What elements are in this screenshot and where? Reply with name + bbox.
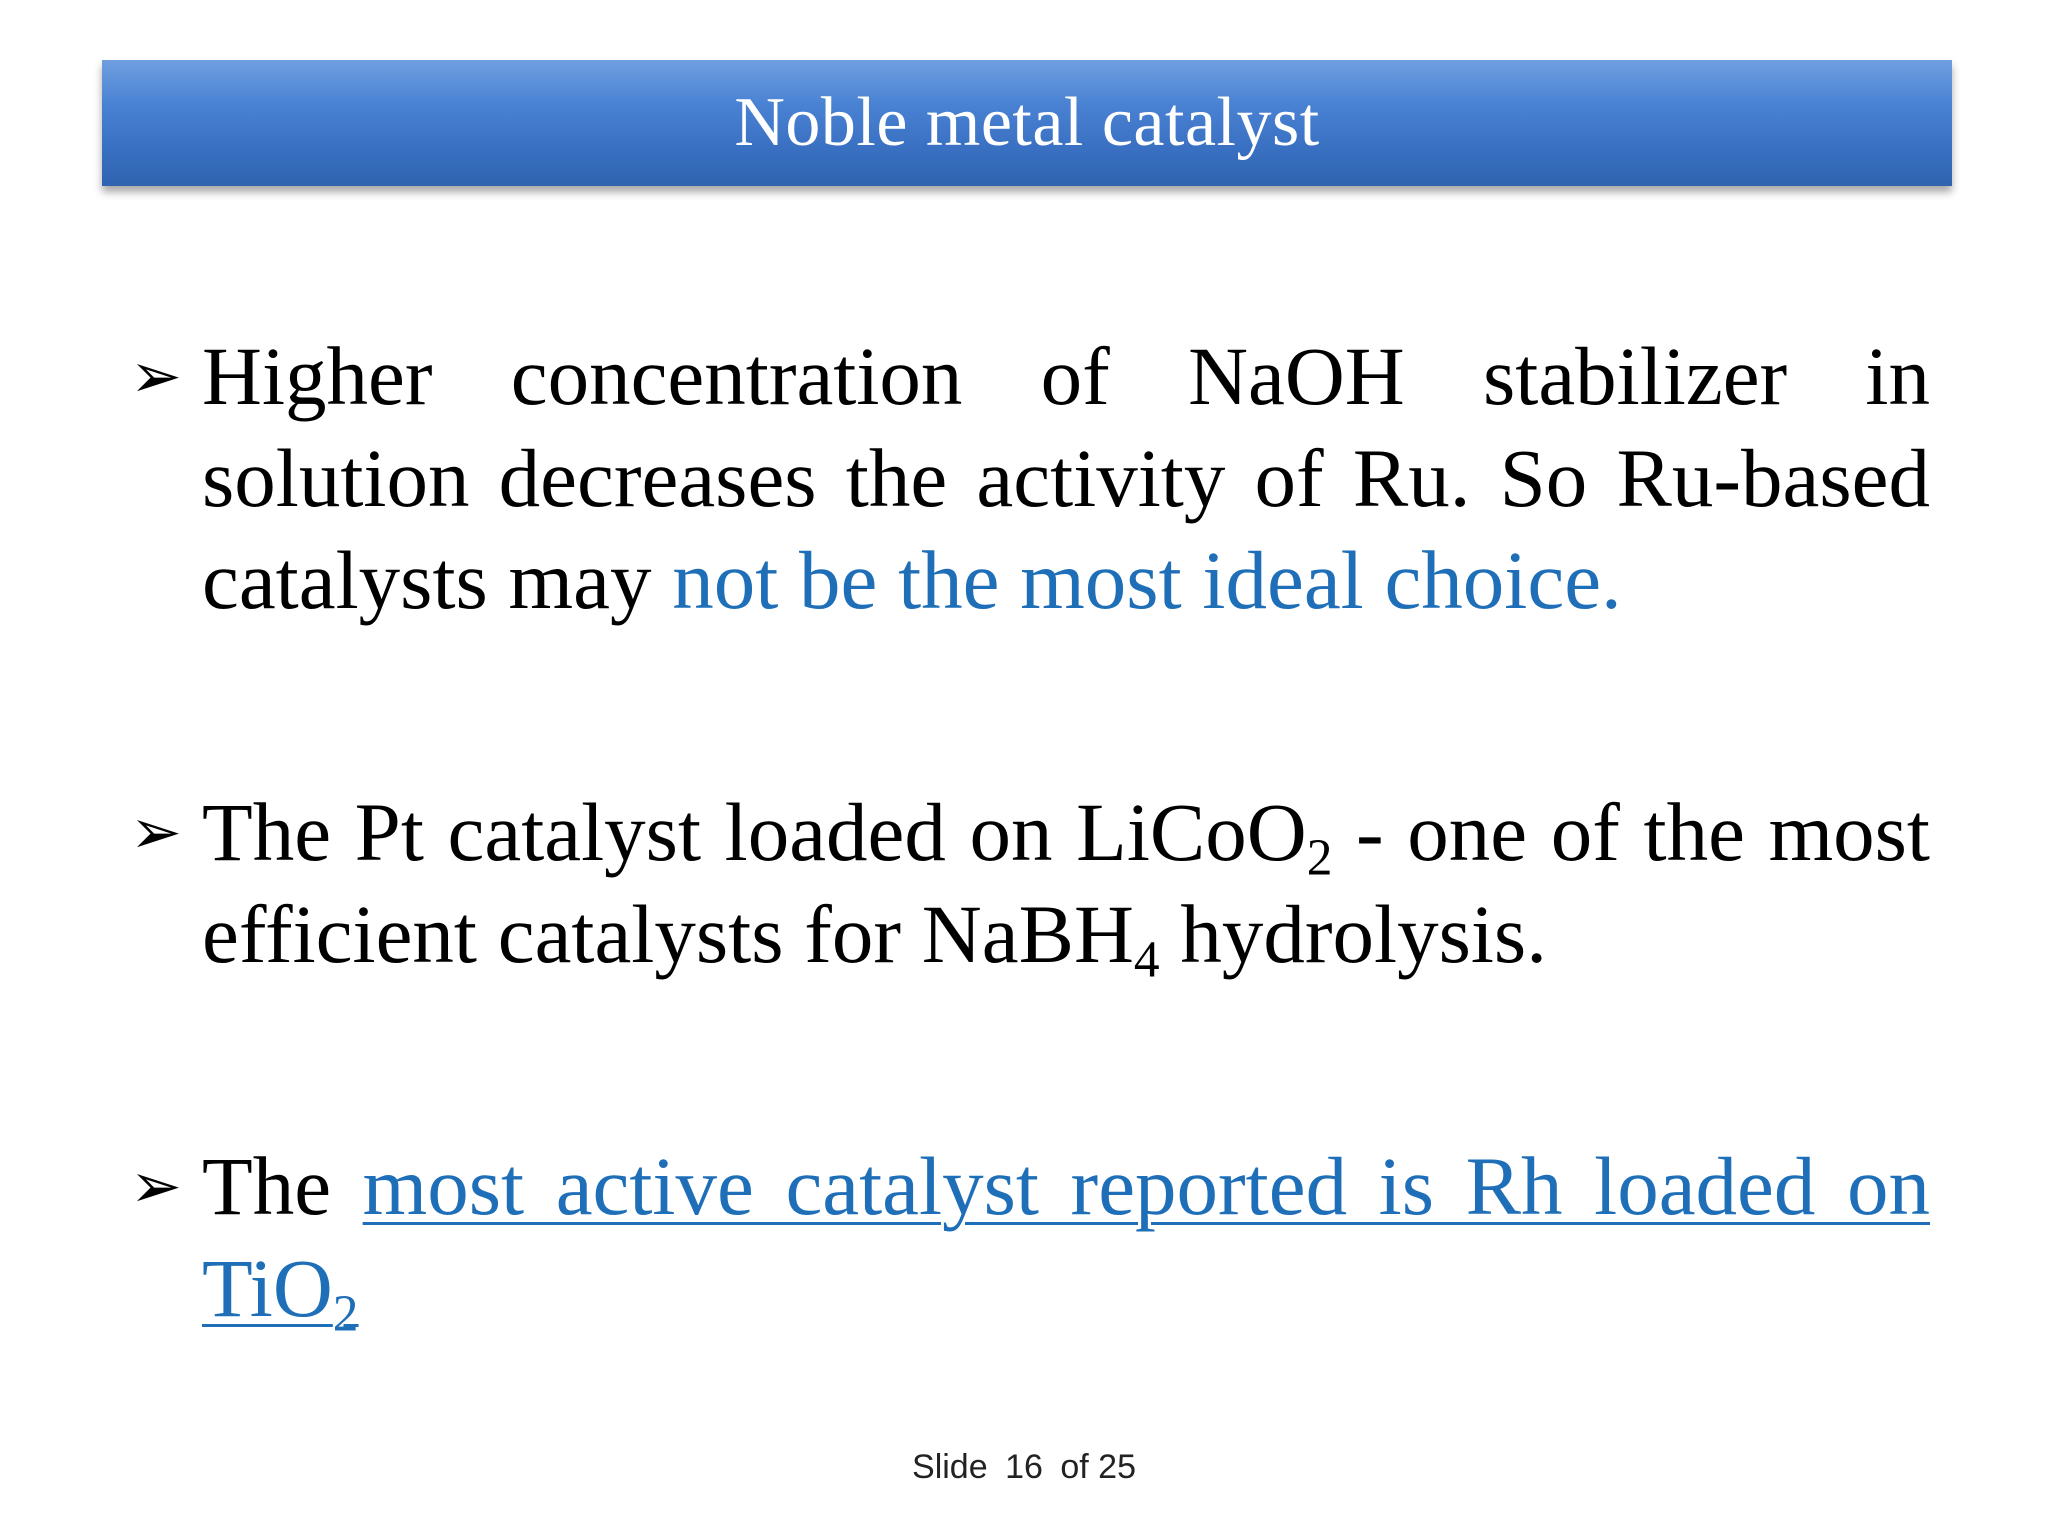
- link-text[interactable]: most active catalyst reported is Rh loaded on TiO: [202, 1140, 1930, 1334]
- slide-title: Noble metal catalyst: [734, 84, 1320, 161]
- bullet-item-pt: [130, 781, 1930, 989]
- slide-number: 16: [1005, 1448, 1043, 1486]
- arrow-bullet-icon: ➢: [130, 339, 182, 412]
- bullet-list: [130, 325, 1930, 1343]
- bullet-text: hydrolysis.: [1159, 888, 1547, 980]
- slide-label: Slide: [912, 1448, 988, 1486]
- bullet-text: Higher concentration of NaOH stabilizer in solution decreases the activity of Ru. So Ru-based catalysts may: [202, 330, 1930, 626]
- subscript: 4: [1133, 931, 1160, 989]
- title-bar: [102, 60, 1952, 186]
- arrow-bullet-icon: ➢: [130, 1149, 182, 1222]
- bullet-item-rh: [130, 1135, 1930, 1343]
- slide-total: of 25: [1060, 1448, 1136, 1486]
- slide-footer: [0, 1448, 2048, 1487]
- bullet-text: The: [202, 1140, 363, 1232]
- rh-tio2-link[interactable]: [202, 1140, 1930, 1343]
- bullet-item-naoh: [130, 325, 1930, 631]
- bullet-text: - one of the most efficient catalysts for NaBH: [202, 786, 1930, 980]
- arrow-bullet-icon: ➢: [130, 795, 182, 868]
- bullet-text: The Pt catalyst loaded on LiCoO: [202, 786, 1307, 878]
- bullet-highlight: not be the most ideal choice.: [672, 534, 1622, 626]
- subscript: 2: [1306, 829, 1333, 887]
- subscript[interactable]: 2: [332, 1285, 359, 1343]
